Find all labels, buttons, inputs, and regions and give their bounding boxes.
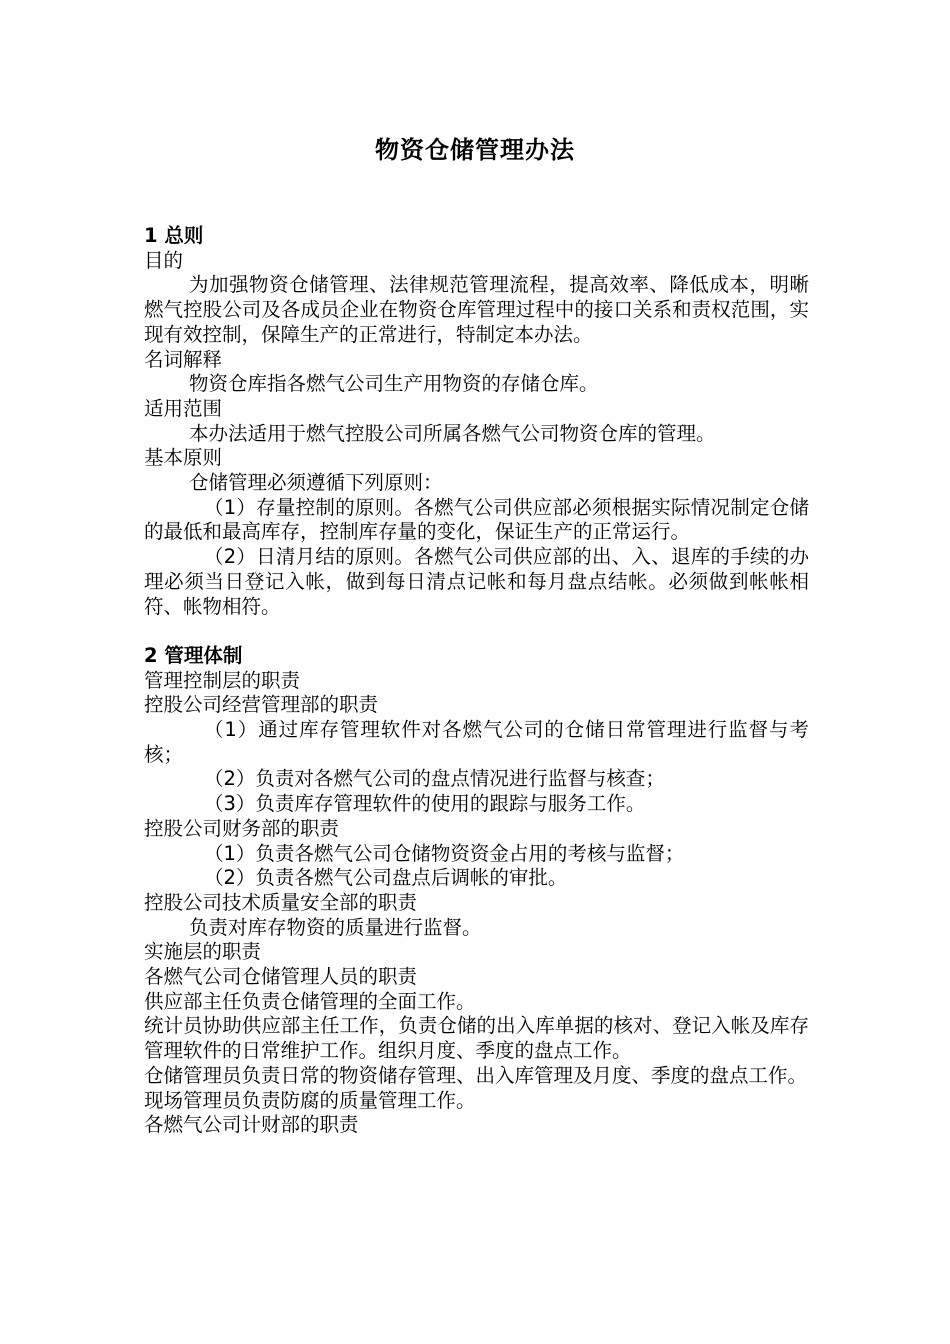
- subsection-label: 控股公司财务部的职责: [144, 816, 340, 840]
- subsection-label: 各燃气公司计财部的职责: [144, 1113, 359, 1137]
- body-paragraph: 仓储管理必须遵循下列原则：: [189, 471, 443, 495]
- subsection-label: 仓储管理员负责日常的物资储存管理、出入库管理及月度、季度的盘点工作。: [144, 1063, 808, 1087]
- numbered-item: （1）通过库存管理软件对各燃气公司的仓储日常管理进行监督与考核；: [144, 718, 809, 766]
- subsection-label: 名词解释: [144, 347, 223, 371]
- body-paragraph: 负责对库存物资的质量进行监督。: [189, 915, 482, 939]
- section-heading: 1 总则: [144, 224, 204, 247]
- subsection-label: 供应部主任负责仓储管理的全面工作。: [144, 989, 476, 1013]
- body-paragraph: 本办法适用于燃气控股公司所属各燃气公司物资仓库的管理。: [189, 421, 716, 445]
- document-title: 物资仓储管理办法: [375, 136, 575, 164]
- body-paragraph: 为加强物资仓储管理、法律规范管理流程，提高效率、降低成本，明晰燃气控股公司及各成员企业在物资仓库管理过程中的接口关系和责权范围，实现有效控制，保障生产的正常进行，特制定本办法。: [144, 273, 809, 346]
- subsection-label: 现场管理员负责防腐的质量管理工作。: [144, 1088, 476, 1112]
- subsection-label: 统计员协助供应部主任工作，负责仓储的出入库单据的核对、登记入帐及库存管理软件的日常维护工作。组织月度、季度的盘点工作。: [144, 1014, 809, 1063]
- subsection-label: 适用范围: [144, 396, 223, 420]
- numbered-item: （2）负责各燃气公司盘点后调帐的审批。: [204, 866, 568, 890]
- subsection-label: 管理控制层的职责: [144, 668, 301, 692]
- subsection-label: 实施层的职责: [144, 940, 262, 964]
- numbered-item: （1）存量控制的原则。各燃气公司供应部必须根据实际情况制定仓储的最低和最高库存，控制库存量的变化，保证生产的正常运行。: [144, 495, 809, 544]
- numbered-item: （3）负责库存管理软件的使用的跟踪与服务工作。: [204, 792, 646, 816]
- section-heading: 2 管理体制: [144, 643, 243, 667]
- subsection-label: 控股公司经营管理部的职责: [144, 693, 379, 717]
- subsection-label: 控股公司技术质量安全部的职责: [144, 890, 418, 914]
- subsection-label: 基本原则: [144, 446, 223, 470]
- document-body: [144, 224, 809, 1138]
- subsection-label: 目的: [144, 248, 184, 272]
- body-paragraph: 物资仓库指各燃气公司生产用物资的存储仓库。: [189, 372, 599, 396]
- numbered-item: （2）日清月结的原则。各燃气公司供应部的出、入、退库的手续的办理必须当日登记入帐，做到每日清点记帐和每月盘点结帐。必须做到帐帐相符、帐物相符。: [144, 545, 809, 618]
- subsection-label: 各燃气公司仓储管理人员的职责: [144, 965, 418, 989]
- blank-line: [144, 619, 809, 644]
- numbered-item: （1）负责各燃气公司仓储物资资金占用的考核与监督；: [204, 841, 685, 865]
- numbered-item: （2）负责对各燃气公司的盘点情况进行监督与核查；: [204, 767, 665, 791]
